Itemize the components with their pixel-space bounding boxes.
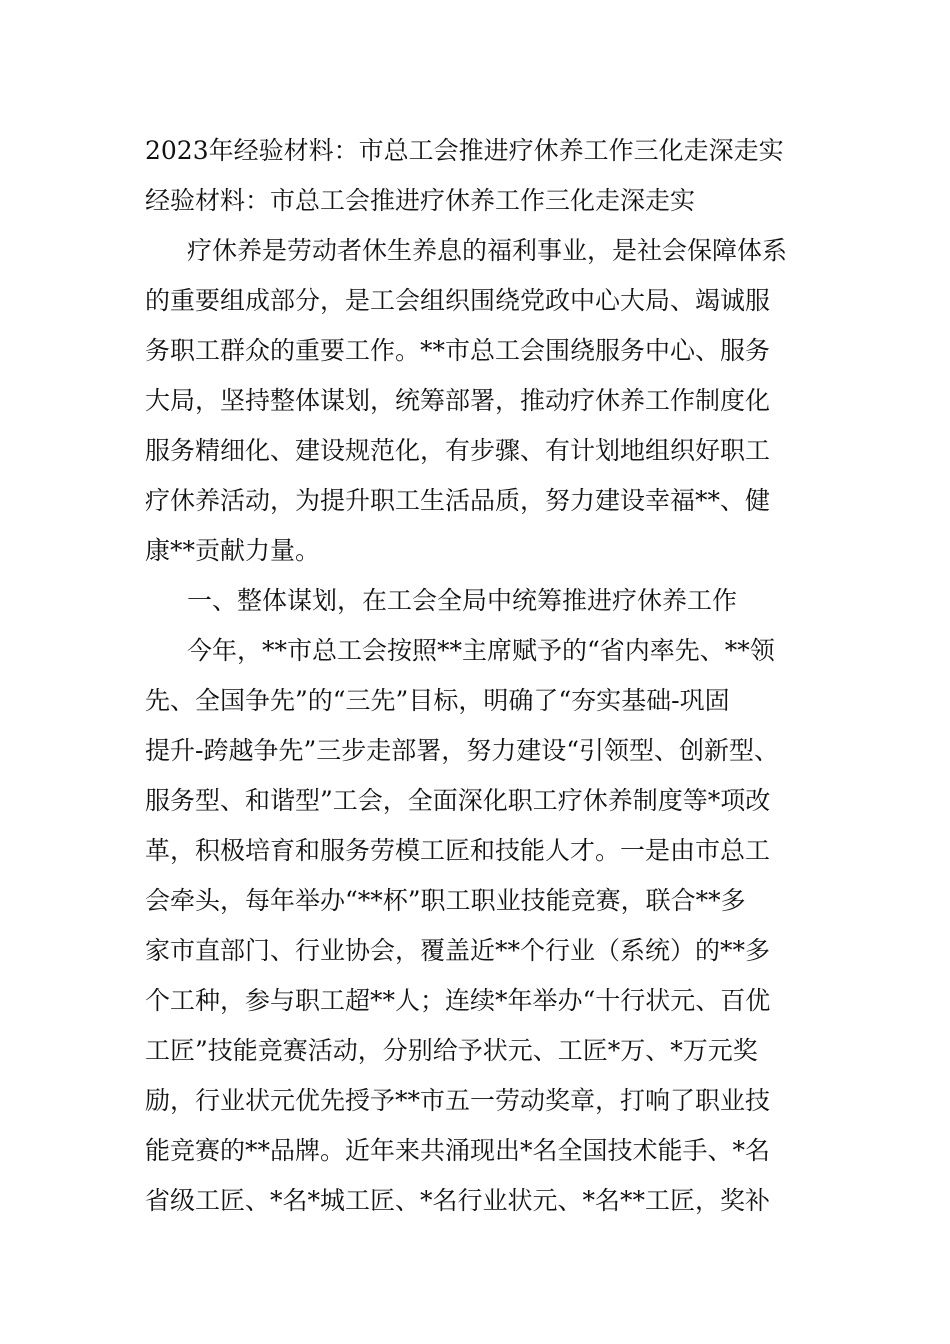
paragraph-2-line: 家市直部门、行业协会，覆盖近**个行业（系统）的**多 <box>145 936 771 965</box>
paragraph-2-line: 省级工匠、*名*城工匠、*名行业状元、*名**工匠，奖补 <box>145 1186 771 1215</box>
paragraph-1-line: 务职工群众的重要工作。**市总工会围绕服务中心、服务 <box>145 336 771 365</box>
paragraph-1-line: 疗休养活动，为提升职工生活品质，努力建设幸福**、健 <box>145 486 771 515</box>
paragraph-2-line: 个工种，参与职工超**人；连续*年举办“十行状元、百优 <box>145 986 771 1015</box>
paragraph-1-line: 大局，坚持整体谋划，统筹部署，推动疗休养工作制度化 <box>145 386 771 415</box>
section-1-heading: 一、整体谋划，在工会全局中统筹推进疗休养工作 <box>187 586 738 615</box>
paragraph-2-line: 能竞赛的**品牌。近年来共涌现出*名全国技术能手、*名 <box>145 1136 771 1165</box>
paragraph-2-line: 先、全国争先”的“三先”目标，明确了“夯实基础-巩固 <box>145 686 730 715</box>
paragraph-2-line: 今年，**市总工会按照**主席赋予的“省内率先、**领 <box>187 636 775 665</box>
paragraph-2-line: 励，行业状元优先授予**市五一劳动奖章，打响了职业技 <box>145 1086 771 1115</box>
paragraph-1-line: 服务精细化、建设规范化，有步骤、有计划地组织好职工 <box>145 436 771 465</box>
paragraph-2-line: 提升-跨越争先”三步走部署，努力建设“引领型、创新型、 <box>145 736 780 765</box>
paragraph-1-line: 康**贡献力量。 <box>145 536 321 565</box>
paragraph-2-line: 服务型、和谐型”工会，全面深化职工疗休养制度等*项改 <box>145 786 771 815</box>
paragraph-2-line: 革，积极培育和服务劳模工匠和技能人才。一是由市总工 <box>145 836 771 865</box>
paragraph-1-line: 疗休养是劳动者休生养息的福利事业，是社会保障体系 <box>187 236 788 265</box>
paragraph-2-line: 会牵头，每年举办“**杯”职工职业技能竞赛，联合**多 <box>145 886 746 915</box>
document-title: 2023年经验材料：市总工会推进疗休养工作三化走深走实 <box>145 136 784 165</box>
document-subtitle: 经验材料：市总工会推进疗休养工作三化走深走实 <box>145 186 696 215</box>
paragraph-2-line: 工匠”技能竞赛活动，分别给予状元、工匠*万、*万元奖 <box>145 1036 758 1065</box>
paragraph-1-line: 的重要组成部分，是工会组织围绕党政中心大局、竭诚服 <box>145 286 771 315</box>
